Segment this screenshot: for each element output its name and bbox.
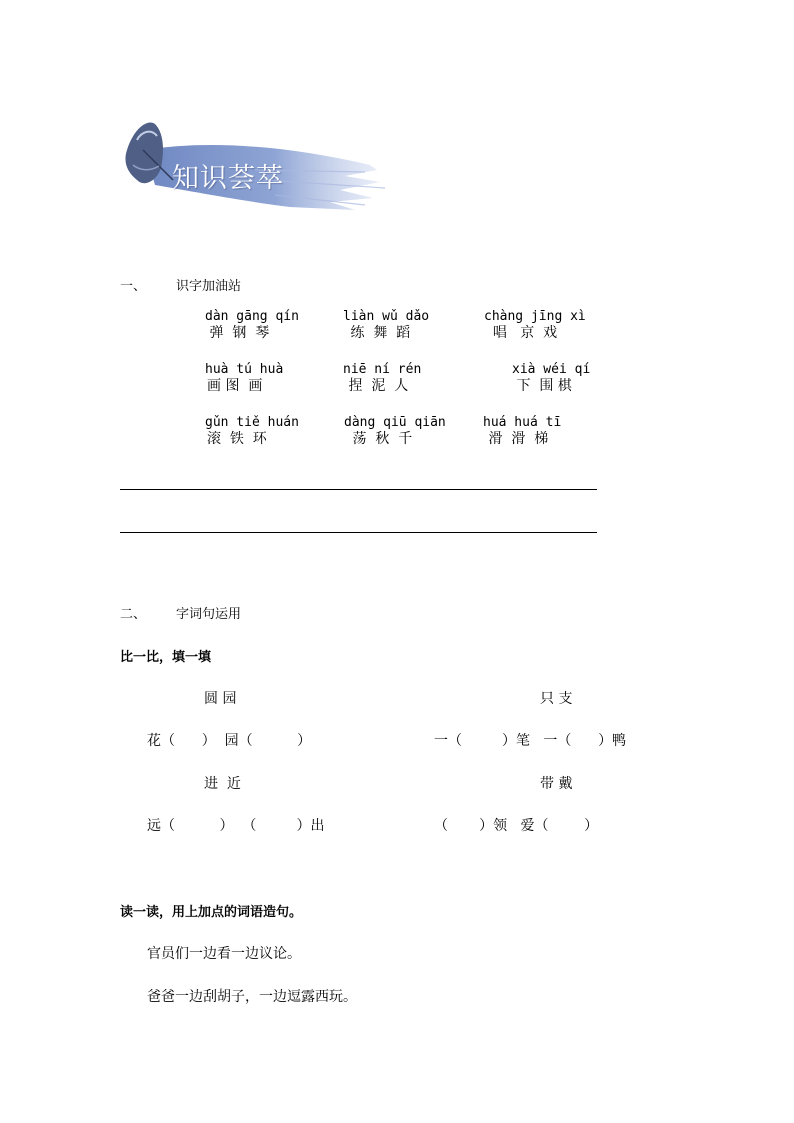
hanzi-group-6: 下 围 棋 <box>512 378 572 394</box>
hanzi-group-9: 滑 滑 梯 <box>484 431 549 447</box>
pinyin-group-3: chàng jīng xì <box>484 309 586 324</box>
char-pair-4: 带 戴 <box>540 776 573 792</box>
section-2-title: 字词句运用 <box>176 607 242 622</box>
fill-line-2[interactable]: 一（ ）笔 一（ ）鸭 <box>434 733 627 749</box>
pinyin-group-4: huà tú huà <box>205 362 284 377</box>
pinyin-group-9: huá huá tī <box>483 415 562 430</box>
banner-title: 知识荟萃 <box>172 163 284 194</box>
pinyin-group-2: liàn wǔ dǎo <box>343 309 430 324</box>
section-1-number: 一、 <box>120 279 147 294</box>
answer-line-1[interactable] <box>120 489 597 490</box>
hanzi-group-5: 捏 泥 人 <box>344 378 409 394</box>
fill-line-4[interactable]: （ ）领 爱（ ） <box>434 818 599 834</box>
subheading-make-sentence: 读一读，用上加点的词语造句。 <box>120 905 303 920</box>
example-sentence-2: 爸爸一边刮胡子，一边逗露西玩。 <box>147 989 357 1005</box>
answer-line-2[interactable] <box>120 532 597 533</box>
pinyin-group-5: niē ní rén <box>343 362 422 377</box>
pinyin-group-7: gǔn tiě huán <box>205 415 299 430</box>
hanzi-group-2: 练 舞 蹈 <box>346 325 411 341</box>
pinyin-group-6: xià wéi qí <box>512 362 591 377</box>
fill-line-3[interactable]: 远（ ） （ ）出 <box>147 818 325 834</box>
subheading-compare-fill: 比一比，填一填 <box>120 650 212 665</box>
hanzi-group-1: 弹 钢 琴 <box>205 325 270 341</box>
pinyin-group-1: dàn gāng qín <box>205 309 299 324</box>
section-2-number: 二、 <box>120 607 147 622</box>
hanzi-group-7: 滚 铁 环 <box>207 431 267 447</box>
section-1-title: 识字加油站 <box>176 279 242 294</box>
char-pair-2: 只 支 <box>540 691 573 707</box>
hanzi-group-3: 唱 京 戏 <box>484 325 558 341</box>
char-pair-3: 进 近 <box>204 776 241 792</box>
char-pair-1: 圆 园 <box>204 691 237 707</box>
pinyin-group-8: dàng qiū qiān <box>344 415 446 430</box>
hanzi-group-4: 画 图 画 <box>207 378 263 394</box>
example-sentence-1: 官员们一边看一边议论。 <box>147 946 301 962</box>
fill-line-1[interactable]: 花（ ） 园（ ） <box>147 733 312 749</box>
hanzi-group-8: 荡 秋 千 <box>348 431 413 447</box>
